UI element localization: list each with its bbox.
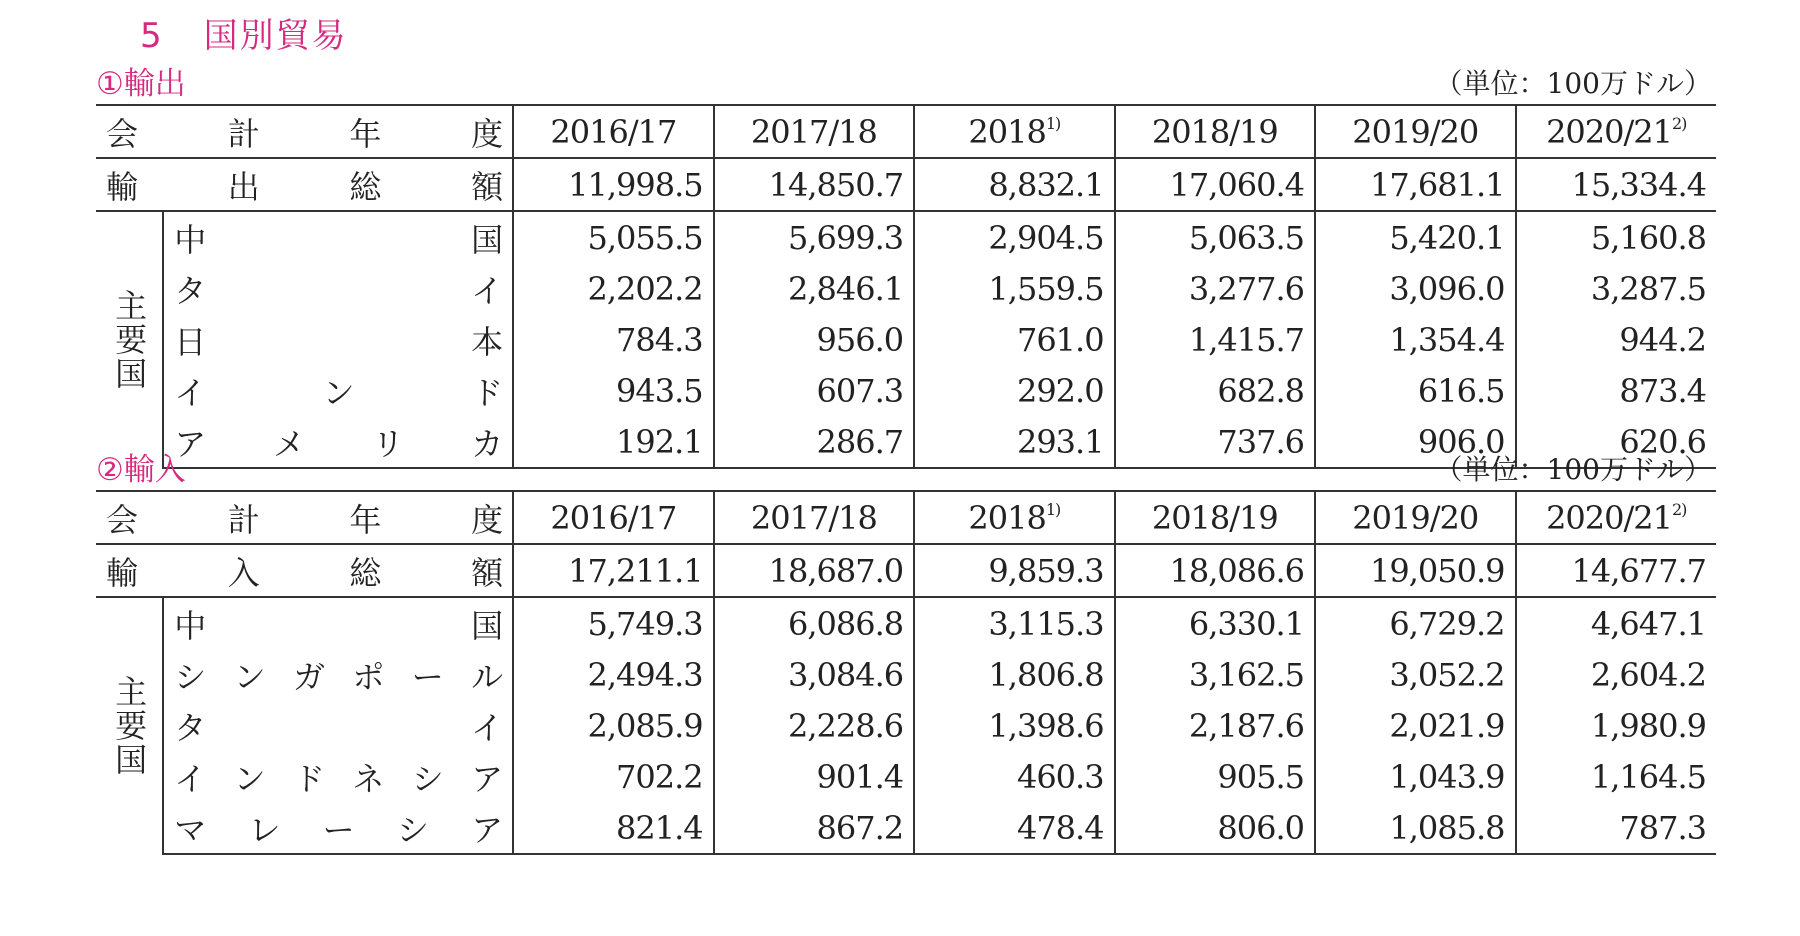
imports-total-label-text [106,548,502,594]
imports-country-value: 5,749.3 [513,597,713,649]
exports-total-label-text-char: 出 [227,167,259,206]
exports-country-value: 682.8 [1115,365,1315,416]
year-label: 2018 [968,112,1046,151]
exports-total-label [96,158,513,211]
imports-country-name-text [174,805,502,851]
imports-country-name-text-char: イ [174,759,206,798]
imports-country-name-text-char: 国 [471,606,503,645]
imports-country-name-text-char: ー [322,810,354,849]
exports-total-label-text-char: 輸 [106,167,138,206]
imports-total-label-text-char: 総 [349,553,381,592]
exports-total-value: 14,850.7 [714,158,914,211]
imports-country-value: 867.2 [714,802,914,854]
imports-total-row [96,544,1716,597]
exports-country-value: 1,415.7 [1115,314,1315,365]
imports-country-value: 2,494.3 [513,649,713,700]
imports-table [96,490,1716,855]
exports-country-value: 620.6 [1516,416,1717,468]
imports-country-name [163,700,513,751]
exports-country-name-text [174,215,502,261]
imports-group-label [96,597,163,854]
exports-country-value: 5,063.5 [1115,211,1315,263]
exports-country-row [96,211,1716,263]
imports-country-value: 702.2 [513,751,713,802]
exports-country-value: 761.0 [914,314,1114,365]
exports-total-value: 8,832.1 [914,158,1114,211]
imports-country-value: 3,162.5 [1115,649,1315,700]
imports-country-value: 2,021.9 [1315,700,1515,751]
exports-country-name-text-char: 日 [174,322,206,361]
exports-header-row [96,105,1716,158]
imports-country-name-text-char: ポ [352,657,384,696]
exports-total-row [96,158,1716,211]
imports-country-value: 821.4 [513,802,713,854]
imports-country-value: 3,084.6 [714,649,914,700]
year-footnote: 1) [1045,499,1061,519]
year-label: 2020/21 [1546,498,1672,537]
exports-country-name-text-char: タ [174,271,206,310]
imports-country-value: 806.0 [1115,802,1315,854]
exports-country-name [163,314,513,365]
exports-country-name-text-char: ア [174,424,206,463]
exports-country-value: 1,559.5 [914,263,1114,314]
imports-total-value: 19,050.9 [1315,544,1515,597]
imports-country-value: 2,228.6 [714,700,914,751]
imports-country-value: 4,647.1 [1590,604,1706,643]
exports-country-value: 3,277.6 [1115,263,1315,314]
year-label: 2016/17 [550,498,677,537]
exports-country-value: 956.0 [714,314,914,365]
exports-country-value: 5,420.1 [1315,211,1515,263]
exports-country-name [163,416,513,468]
imports-country-name-text-char: ア [471,810,503,849]
exports-country-value: 906.0 [1315,416,1515,468]
exports-country-name-text [174,368,502,414]
imports-country-name-text-char: ア [471,759,503,798]
imports-country-value: 901.4 [714,751,914,802]
exports-country-value: 737.6 [1115,416,1315,468]
imports-header-row [96,491,1716,544]
imports-country-row [96,597,1716,649]
imports-country-name-text-char: ー [411,657,443,696]
exports-year-header [1315,105,1515,158]
imports-header-label-text-char: 年 [349,500,381,539]
exports-country-name-text-char: イ [174,373,206,412]
section-number: 5 [140,16,164,56]
imports-country-name-text-char: イ [471,708,503,747]
exports-total-label-text-char: 総 [349,167,381,206]
imports-year-header [513,491,713,544]
imports-country-value: 1,806.8 [914,649,1114,700]
exports-total-value: 17,681.1 [1315,158,1515,211]
imports-total-label-text-char: 輸 [106,553,138,592]
exports-total-value: 17,060.4 [1115,158,1315,211]
exports-country-value: 3,096.0 [1315,263,1515,314]
year-footnote: 2) [1672,113,1687,133]
imports-country-name-text [174,601,502,647]
imports-country-value: 460.3 [914,751,1114,802]
exports-year-header [714,105,914,158]
exports-unit: （単位：100万ドル） [1434,67,1712,100]
imports-country-name-text [174,703,502,749]
year-label: 2018 [968,498,1046,537]
exports-country-value: 286.7 [714,416,914,468]
imports-total-value: 9,859.3 [914,544,1114,597]
imports-country-name [163,649,513,700]
exports-country-value: 2,904.5 [914,211,1114,263]
exports-country-name [163,263,513,314]
imports-country-name-text-char: ネ [352,759,384,798]
year-label: 2018/19 [1151,112,1278,151]
exports-title: ①輸出 [96,66,186,102]
exports-total-value: 11,998.5 [513,158,713,211]
exports-country-value: 616.5 [1315,365,1515,416]
imports-country-row [96,802,1716,854]
exports-country-name-text-char: ン [322,373,354,412]
exports-year-header [914,105,1114,158]
imports-country-value: 1,980.9 [1590,706,1706,745]
imports-country-value: 2,085.9 [513,700,713,751]
exports-year-header [513,105,713,158]
exports-country-value: 944.2 [1619,320,1706,359]
imports-total-value: 18,086.6 [1115,544,1315,597]
imports-header-label [96,491,513,544]
exports-year-header [1516,105,1717,158]
imports-country-value: 3,115.3 [914,597,1114,649]
exports-country-name-text-char: 中 [174,220,206,259]
exports-group-label-text: 主要国 [110,289,149,391]
year-label: 2019/20 [1352,498,1479,537]
exports-group-label [96,211,163,468]
section-title-text: 国別貿易 [203,16,348,56]
exports-header-label-text-char: 会 [106,114,138,153]
year-label: 2020/21 [1546,112,1672,151]
imports-country-value: 478.4 [914,802,1114,854]
exports-country-value: 1,354.4 [1315,314,1515,365]
imports-country-name-text [174,754,502,800]
exports-country-name [163,365,513,416]
imports-country-name-text-char: タ [174,708,206,747]
imports-country-row [96,751,1716,802]
imports-total-label-text-char: 額 [471,553,503,592]
exports-country-row [96,314,1716,365]
imports-country-name-text-char: ド [292,759,324,798]
exports-country-value: 2,202.2 [513,263,713,314]
imports-country-value: 1,085.8 [1315,802,1515,854]
imports-country-value: 2,604.2 [1590,655,1706,694]
imports-total-value: 14,677.7 [1516,544,1717,597]
exports-country-name-text-char: 本 [471,322,503,361]
imports-country-name-text-char: レ [248,810,280,849]
exports-table [96,104,1716,469]
imports-country-value: 6,330.1 [1115,597,1315,649]
imports-country-name-text-char: ン [233,657,265,696]
year-label: 2017/18 [750,498,877,537]
imports-country-value: 787.3 [1516,802,1717,854]
imports-header-label-text-char: 会 [106,500,138,539]
exports-country-name-text-char: カ [471,424,503,463]
exports-country-value: 293.1 [914,416,1114,468]
imports-year-header [1516,491,1717,544]
imports-title: ②輸入 [96,452,186,488]
exports-country-name-text-char: ド [471,373,503,412]
imports-country-value: 1,164.5 [1590,757,1706,796]
exports-country-value: 3,287.5 [1590,269,1706,308]
exports-country-value: 5,055.5 [513,211,713,263]
imports-country-name [163,802,513,854]
exports-country-name-text [174,266,502,312]
exports-country-row [96,365,1716,416]
imports-total-value: 17,211.1 [513,544,713,597]
imports-country-value: 3,052.2 [1315,649,1515,700]
imports-country-value: 6,086.8 [714,597,914,649]
exports-country-row [96,263,1716,314]
exports-country-value: 784.3 [513,314,713,365]
imports-country-row [96,700,1716,751]
imports-country-name-text-char: ン [233,759,265,798]
imports-year-header [1115,491,1315,544]
exports-country-value: 2,846.1 [714,263,914,314]
exports-country-value: 192.1 [513,416,713,468]
exports-header-label [96,105,513,158]
imports-header-label-text-char: 計 [227,500,259,539]
imports-unit: （単位：100万ドル） [1434,453,1712,486]
imports-country-name [163,751,513,802]
year-label: 2017/18 [750,112,877,151]
exports-country-name [163,211,513,263]
imports-year-header [914,491,1114,544]
year-label: 2019/20 [1352,112,1479,151]
imports-country-name-text-char: 中 [174,606,206,645]
imports-country-name-text-char: シ [174,657,206,696]
year-footnote: 1) [1045,113,1061,133]
exports-country-name-text [174,419,502,465]
imports-total-value: 18,687.0 [714,544,914,597]
exports-header-label-text-char: 度 [471,114,503,153]
imports-header-label-text-char: 度 [471,500,503,539]
exports-header-label-text-char: 年 [349,114,381,153]
exports-country-value: 5,699.3 [714,211,914,263]
imports-country-name-text-char: ガ [292,657,324,696]
imports-country-name-text-char: シ [396,810,428,849]
year-footnote: 2) [1672,499,1687,519]
imports-country-value: 6,729.2 [1315,597,1515,649]
imports-country-value: 2,187.6 [1115,700,1315,751]
imports-total-label [96,544,513,597]
exports-header-label-text [106,109,502,155]
exports-country-value: 943.5 [513,365,713,416]
exports-country-value: 292.0 [914,365,1114,416]
exports-country-name-text-char: メ [273,424,305,463]
year-label: 2016/17 [550,112,677,151]
exports-country-value: 607.3 [714,365,914,416]
exports-header-label-text-char: 計 [227,114,259,153]
imports-country-value: 1,043.9 [1315,751,1515,802]
exports-country-name-text-char: 国 [471,220,503,259]
imports-country-name-text-char: ル [471,657,503,696]
imports-header-label-text [106,495,502,541]
exports-year-header [1115,105,1315,158]
exports-country-value: 5,160.8 [1590,218,1706,257]
imports-country-name [163,597,513,649]
exports-country-name-text-char: リ [372,424,404,463]
imports-country-name-text-char: シ [411,759,443,798]
exports-total-label-text [106,162,502,208]
imports-group-label-text: 主要国 [110,675,149,777]
year-label: 2018/19 [1151,498,1278,537]
exports-total-label-text-char: 額 [471,167,503,206]
imports-total-label-text-char: 入 [227,553,259,592]
imports-country-row [96,649,1716,700]
imports-country-value: 1,398.6 [914,700,1114,751]
exports-country-name-text-char: イ [471,271,503,310]
imports-country-name-text-char: マ [174,810,206,849]
section-title [140,8,348,57]
imports-year-header [714,491,914,544]
imports-country-value: 905.5 [1115,751,1315,802]
exports-country-value: 873.4 [1619,371,1706,410]
imports-country-name-text [174,652,502,698]
exports-total-value: 15,334.4 [1516,158,1717,211]
imports-year-header [1315,491,1515,544]
exports-country-name-text [174,317,502,363]
